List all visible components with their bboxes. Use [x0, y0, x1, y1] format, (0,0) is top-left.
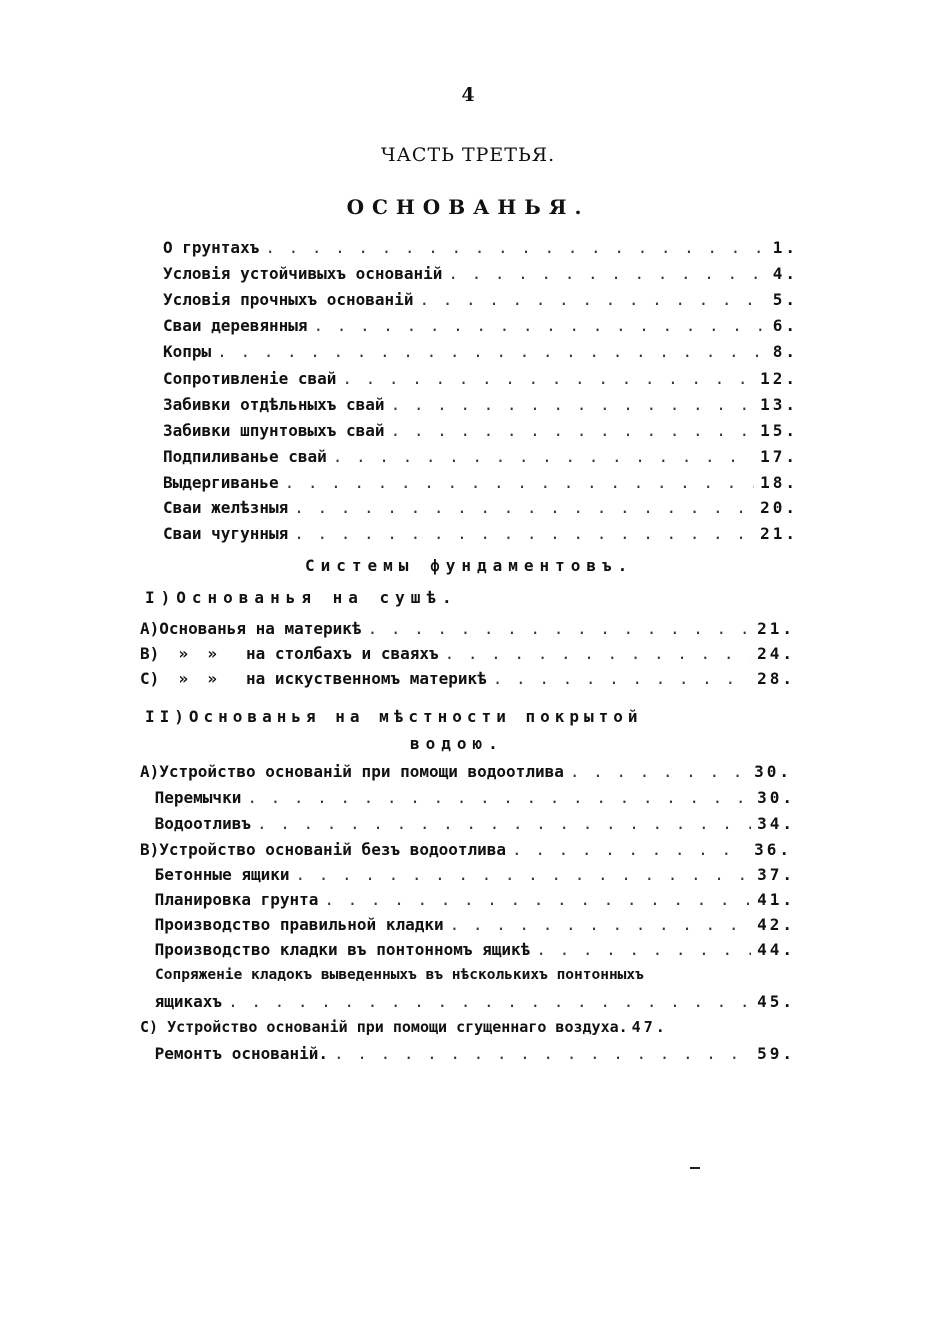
toc-entry-page: 44.	[757, 940, 795, 959]
toc-entry-label: С) Устройство основаній при помощи сгущеннаго воздуха.	[140, 1018, 628, 1036]
toc-entry-page: 59.	[757, 1044, 795, 1063]
toc-entry-label: Сваи чугунныя	[163, 524, 289, 543]
toc-entry	[145, 940, 795, 966]
toc-entry-page: 30.	[754, 762, 792, 781]
toc-entry	[145, 788, 795, 814]
toc-entry	[163, 369, 798, 395]
toc-entry	[145, 814, 795, 840]
toc-entry	[163, 264, 798, 290]
leader-dots	[296, 865, 752, 884]
toc-entry-label: В) » » на столбахъ и сваяхъ	[140, 644, 439, 663]
toc-entry-page: 5.	[772, 290, 798, 309]
section-title: ОСНОВАНЬЯ.	[346, 195, 590, 219]
toc-entry	[163, 473, 798, 499]
toc-entry-label: Условія прочныхъ основаній	[163, 290, 414, 309]
toc-entry	[140, 669, 795, 695]
toc-entry	[163, 421, 798, 447]
toc-entry	[163, 238, 798, 264]
leader-dots	[448, 264, 766, 283]
toc-entry-label: ящикахъ	[145, 992, 223, 1011]
toc-entry-page: 21.	[760, 524, 798, 543]
ink-speck	[690, 1167, 700, 1169]
toc-entry-label: А)Устройство основаній при помощи водоотлива	[140, 762, 564, 781]
leader-dots	[247, 788, 751, 807]
toc-entry-page: 21.	[757, 619, 795, 638]
toc-entry	[145, 992, 795, 1018]
page-number: 4	[461, 84, 475, 106]
leader-dots	[570, 762, 748, 781]
toc-entry-page: 34.	[757, 814, 795, 833]
toc-entry-page: 28.	[757, 669, 795, 688]
toc-entry	[145, 1044, 795, 1070]
leader-dots	[228, 992, 751, 1011]
toc-entry-label: С) » » на искуственномъ материкѣ	[140, 669, 487, 688]
toc-entry-page: 12.	[760, 369, 798, 388]
toc-entry-label: Бетонные ящики	[145, 865, 290, 884]
toc-entry-page: 13.	[760, 395, 798, 414]
subsection-heading-water-cont: водою.	[410, 734, 504, 753]
toc-entry	[140, 619, 795, 645]
leader-dots	[334, 1044, 751, 1063]
toc-entry-page: 47.	[631, 1018, 668, 1036]
leader-dots	[493, 669, 751, 688]
leader-dots	[536, 940, 751, 959]
toc-entry-page: 30.	[757, 788, 795, 807]
toc-entry	[140, 840, 792, 866]
leader-dots	[450, 915, 751, 934]
toc-entry-label: Ремонтъ основаній.	[145, 1044, 329, 1063]
toc-entry-page: 45.	[757, 992, 795, 1011]
subsection-heading-water: II)Основанья на мѣстности покрытой	[145, 707, 643, 726]
toc-entry	[140, 1018, 792, 1044]
toc-entry	[145, 915, 795, 941]
subsection-heading-dry-land: I)Основанья на сушѣ.	[145, 588, 458, 607]
toc-entry-label: Планировка грунта	[145, 890, 319, 909]
leader-dots	[257, 814, 751, 833]
toc-entry-page: 20.	[760, 498, 798, 517]
toc-entry-label: Выдергиванье	[163, 473, 279, 492]
leader-dots	[342, 369, 754, 388]
leader-dots	[265, 238, 766, 257]
toc-entry	[140, 762, 792, 788]
toc-entry-page: 18.	[760, 473, 798, 492]
toc-entry-page: 36.	[754, 840, 792, 859]
toc-entry-label: Водоотливъ	[145, 814, 251, 833]
leader-dots	[333, 447, 754, 466]
toc-entry	[163, 395, 798, 421]
toc-entry-label: О грунтахъ	[163, 238, 260, 257]
systems-heading: Системы фундаментовъ.	[305, 556, 634, 575]
toc-entry-page: 8.	[772, 342, 798, 361]
leader-dots	[391, 395, 755, 414]
toc-entry	[163, 524, 798, 550]
toc-entry-page: 17.	[760, 447, 798, 466]
leader-dots	[419, 290, 766, 309]
toc-entry-label: Производство правильной кладки	[145, 915, 444, 934]
toc-entry-page: 42.	[757, 915, 795, 934]
toc-entry-label: Копры	[163, 342, 212, 361]
toc-entry	[163, 290, 798, 316]
toc-entry-label: Сопротивленіе свай	[163, 369, 337, 388]
toc-entry-label: Забивки отдѣльныхъ свай	[163, 395, 385, 414]
leader-dots	[512, 840, 748, 859]
toc-entry-page: 1.	[772, 238, 798, 257]
toc-entry-page: 41.	[757, 890, 795, 909]
leader-dots	[445, 644, 751, 663]
leader-dots	[391, 421, 755, 440]
toc-entry	[163, 316, 798, 342]
leader-dots	[368, 619, 752, 638]
toc-entry-label: Сваи желѣзныя	[163, 498, 289, 517]
leader-dots	[285, 473, 755, 492]
toc-entry-label-continued: Сопряженіе кладокъ выведенныхъ въ нѣсколькихъ понтонныхъ	[155, 967, 644, 983]
toc-entry-label: Производство кладки въ понтонномъ ящикѣ	[145, 940, 531, 959]
toc-entry-label: Перемычки	[145, 788, 242, 807]
toc-entry-label: Сваи деревянныя	[163, 316, 308, 335]
toc-entry-label: Условія устойчивыхъ основаній	[163, 264, 443, 283]
toc-entry	[145, 865, 795, 891]
toc-entry	[163, 447, 798, 473]
toc-entry-page: 37.	[757, 865, 795, 884]
toc-entry-page: 4.	[772, 264, 798, 283]
toc-entry	[145, 890, 795, 916]
toc-entry-label: В)Устройство основаній безъ водоотлива	[140, 840, 507, 859]
leader-dots	[324, 890, 751, 909]
toc-entry	[163, 342, 798, 368]
toc-entry	[140, 644, 795, 670]
toc-entry-label: Подпиливанье свай	[163, 447, 327, 466]
leader-dots	[217, 342, 767, 361]
toc-entry-page: 15.	[760, 421, 798, 440]
leader-dots	[294, 498, 754, 517]
toc-entry-page: 6.	[772, 316, 798, 335]
toc-entry-label: Забивки шпунтовыхъ свай	[163, 421, 385, 440]
leader-dots	[314, 316, 767, 335]
toc-entry-label: А)Основанья на материкѣ	[140, 619, 362, 638]
toc-entry-page: 24.	[757, 644, 795, 663]
part-title: ЧАСТЬ ТРЕТЬЯ.	[380, 144, 556, 166]
leader-dots	[294, 524, 754, 543]
toc-entry	[163, 498, 798, 524]
